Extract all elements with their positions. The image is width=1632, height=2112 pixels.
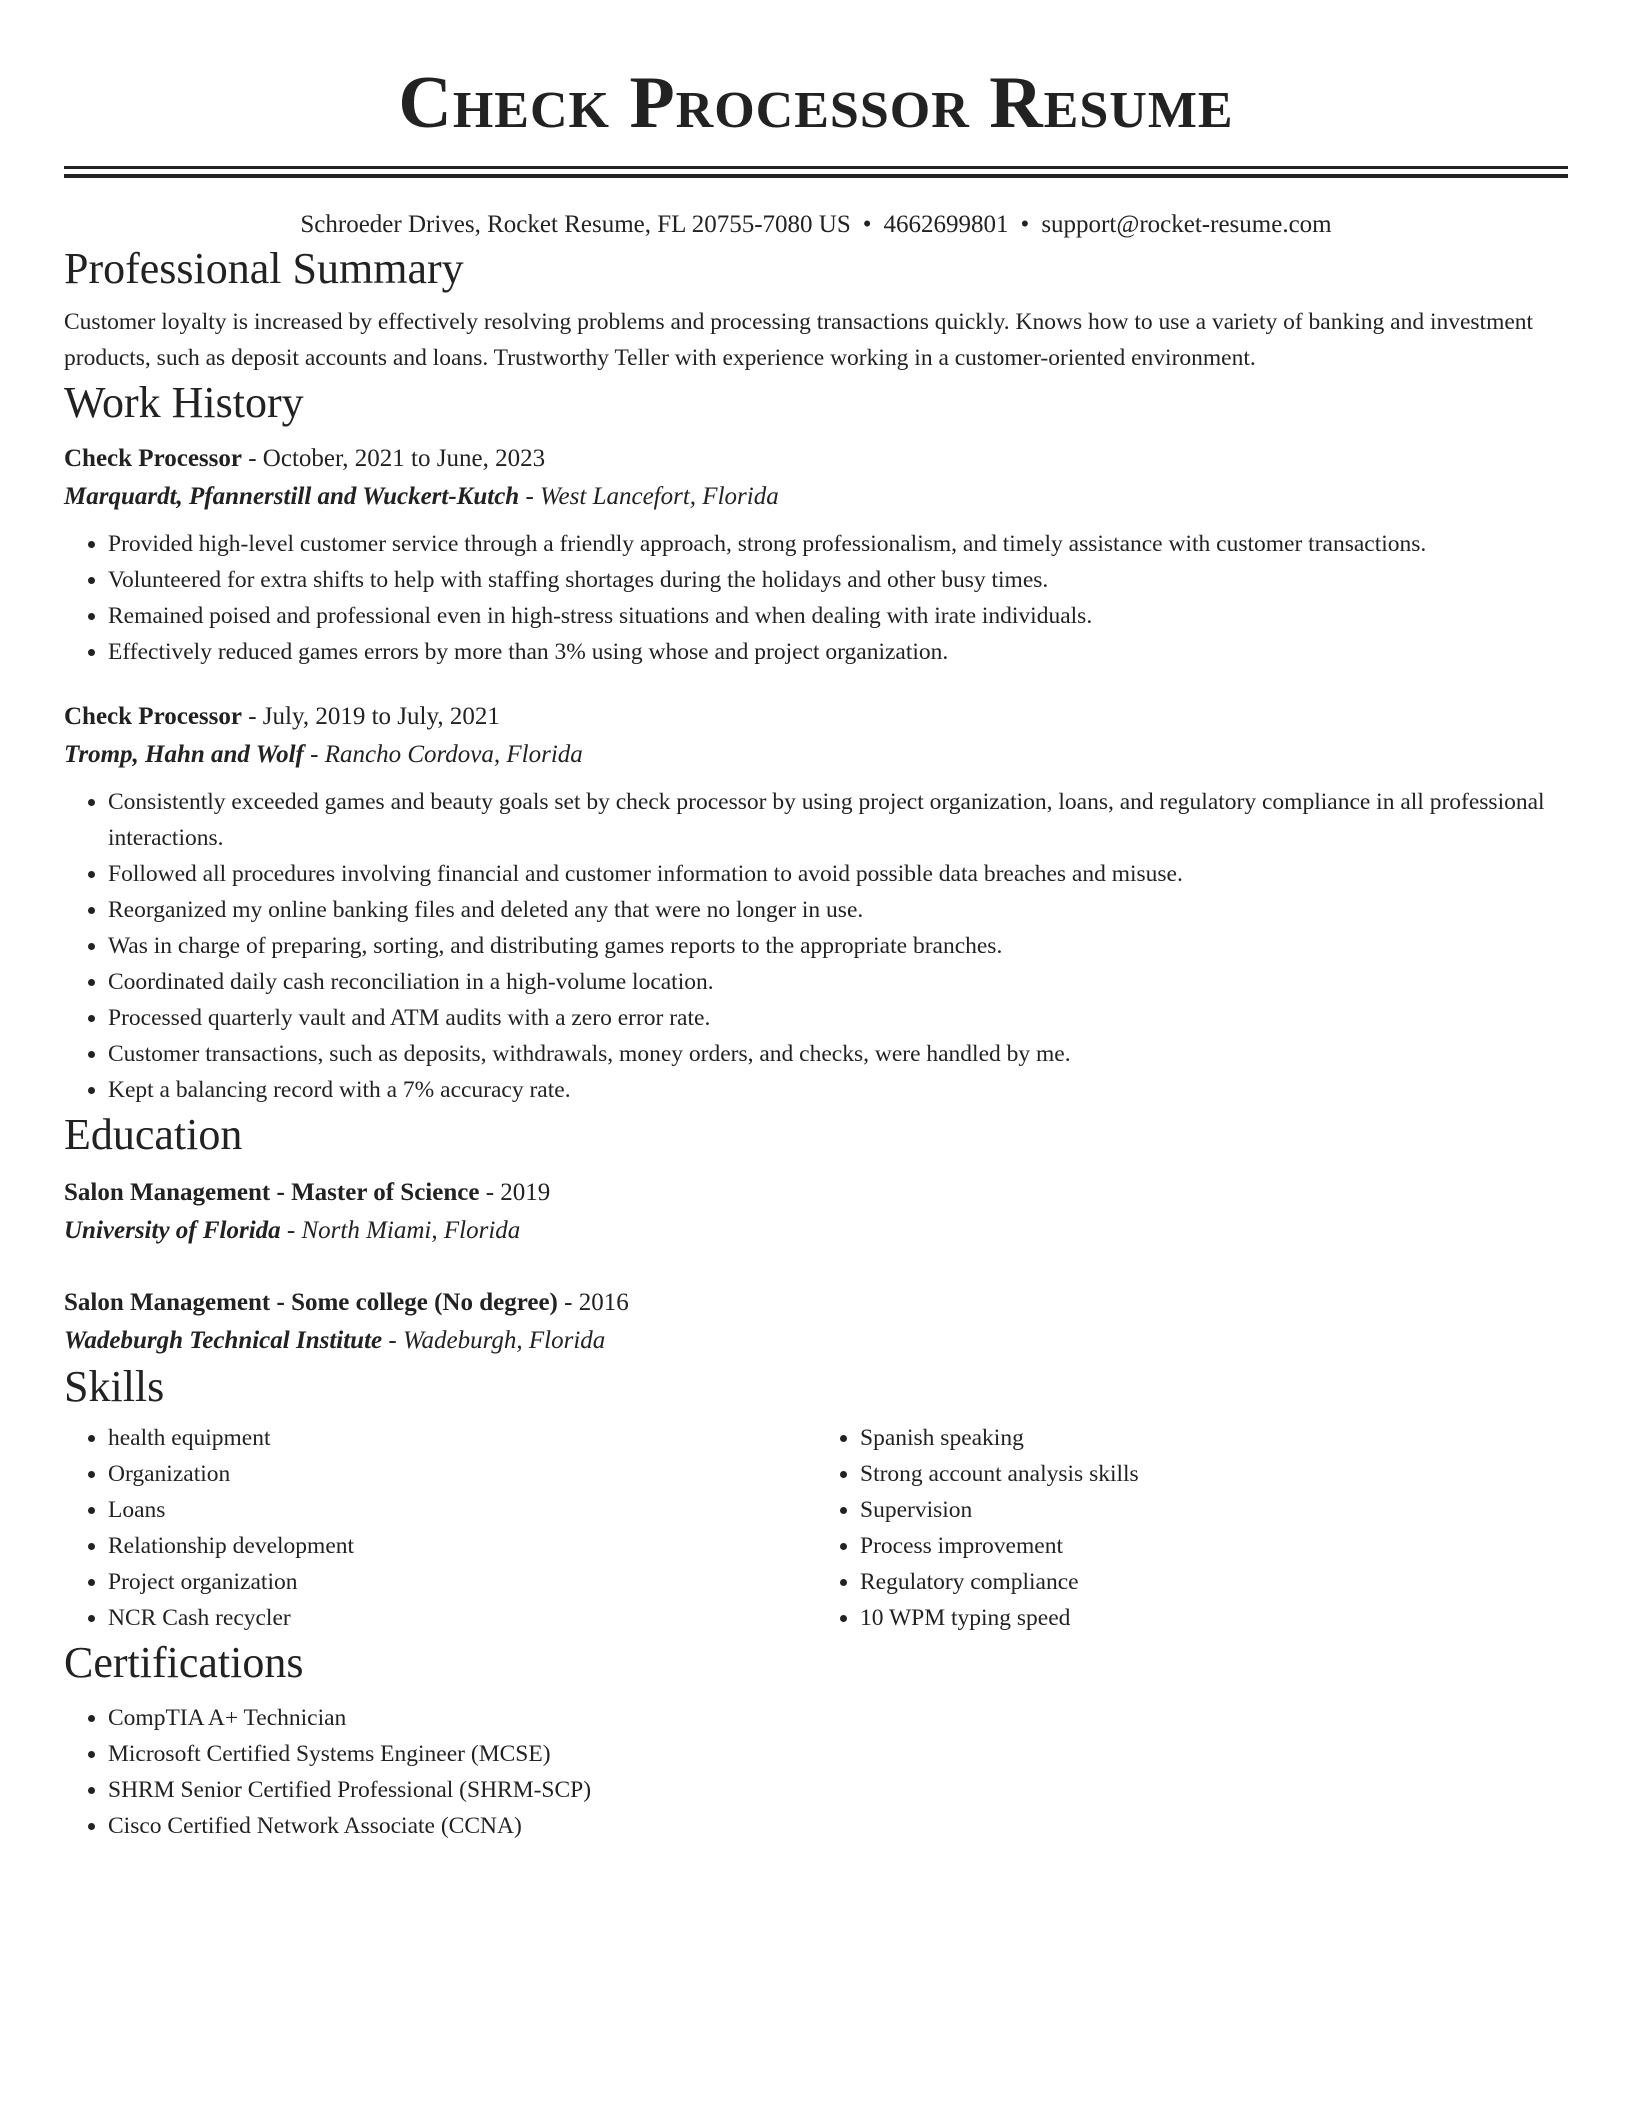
certification-item: • Cisco Certified Network Associate (CCNA) bbox=[108, 1808, 1568, 1844]
education-year: - 2016 bbox=[557, 1289, 629, 1316]
contact-separator: • bbox=[862, 211, 872, 238]
contact-line bbox=[64, 208, 1568, 242]
job-bullet: • Reorganized my online banking files and deleted any that were no longer in use. bbox=[108, 892, 1568, 928]
section-heading-work-history: Work History bbox=[64, 378, 304, 427]
skill-item: • Process improvement bbox=[860, 1528, 1568, 1564]
skill-item: • Strong account analysis skills bbox=[860, 1456, 1568, 1492]
job-bullet: • Remained poised and professional even in high-stress situations and when dealing with irate individuals. bbox=[108, 598, 1568, 634]
contact-separator: • bbox=[1020, 211, 1030, 238]
skill-item: • Regulatory compliance bbox=[860, 1564, 1568, 1600]
skill-item: • 10 WPM typing speed bbox=[860, 1600, 1568, 1636]
contact-phone: 4662699801 bbox=[883, 211, 1009, 238]
title-double-rule bbox=[64, 166, 1568, 178]
section-heading-skills: Skills bbox=[64, 1362, 165, 1411]
education-school-line bbox=[64, 1212, 1568, 1250]
education-entry bbox=[64, 1174, 1568, 1250]
education-location: - North Miami, Florida bbox=[280, 1217, 521, 1244]
education-degree: Salon Management - Some college (No degree) bbox=[64, 1289, 558, 1316]
job-location: - West Lancefort, Florida bbox=[519, 483, 779, 510]
job-location: - Rancho Cordova, Florida bbox=[303, 741, 583, 768]
contact-address: Schroeder Drives, Rocket Resume, FL 20755-7080 US bbox=[300, 211, 851, 238]
skill-item: • Loans bbox=[108, 1492, 816, 1528]
job-company: Marquardt, Pfannerstill and Wuckert-Kutch bbox=[64, 483, 520, 510]
skill-item: • Supervision bbox=[860, 1492, 1568, 1528]
job-bullet: • Processed quarterly vault and ATM audits with a zero error rate. bbox=[108, 1000, 1568, 1036]
certifications-list bbox=[64, 1700, 1568, 1844]
job-title-line bbox=[64, 698, 1568, 736]
section-heading-education: Education bbox=[64, 1110, 243, 1159]
job-bullets bbox=[64, 526, 1568, 670]
section-heading-summary: Professional Summary bbox=[64, 244, 464, 293]
job-company-line bbox=[64, 736, 1568, 774]
education-school: Wadeburgh Technical Institute bbox=[64, 1327, 383, 1354]
skill-item: • Organization bbox=[108, 1456, 816, 1492]
education-entry bbox=[64, 1284, 1568, 1360]
education-degree-line bbox=[64, 1284, 1568, 1322]
job-bullets bbox=[64, 784, 1568, 1108]
job-dates: - July, 2019 to July, 2021 bbox=[241, 703, 500, 730]
job-bullet: • Effectively reduced games errors by more than 3% using whose and project organization. bbox=[108, 634, 1568, 670]
skill-item: • Project organization bbox=[108, 1564, 816, 1600]
job-entry bbox=[64, 440, 1568, 670]
skill-item: • Relationship development bbox=[108, 1528, 816, 1564]
education-school-line bbox=[64, 1322, 1568, 1360]
skills-list-right bbox=[816, 1420, 1568, 1636]
job-bullet: • Was in charge of preparing, sorting, and distributing games reports to the appropriate branches. bbox=[108, 928, 1568, 964]
summary-text: Customer loyalty is increased by effectively resolving problems and processing transactions quickly. Knows how to use a variety of banking and investment products, such as deposit accounts and loans. Trustworthy Teller with experience working in a customer-oriented environment. bbox=[64, 309, 1534, 371]
job-bullet: • Consistently exceeded games and beauty goals set by check processor by using project organization, loans, and regulatory compliance in all professional interactions. bbox=[108, 784, 1568, 856]
certification-item: • CompTIA A+ Technician bbox=[108, 1700, 1568, 1736]
job-bullet: • Followed all procedures involving financial and customer information to avoid possible data breaches and misuse. bbox=[108, 856, 1568, 892]
job-title: Check Processor bbox=[64, 703, 242, 730]
job-bullet: • Kept a balancing record with a 7% accuracy rate. bbox=[108, 1072, 1568, 1108]
job-entry bbox=[64, 698, 1568, 1108]
job-company-line bbox=[64, 478, 1568, 516]
certification-item: • SHRM Senior Certified Professional (SHRM-SCP) bbox=[108, 1772, 1568, 1808]
education-school: University of Florida bbox=[64, 1217, 281, 1244]
certification-item: • Microsoft Certified Systems Engineer (MCSE) bbox=[108, 1736, 1568, 1772]
job-title-line bbox=[64, 440, 1568, 478]
skill-item: • health equipment bbox=[108, 1420, 816, 1456]
job-bullet: • Provided high-level customer service through a friendly approach, strong professionalism, and timely assistance with customer transactions. bbox=[108, 526, 1568, 562]
skills-list-left bbox=[64, 1420, 816, 1636]
skills-columns bbox=[64, 1420, 1568, 1636]
job-dates: - October, 2021 to June, 2023 bbox=[241, 445, 546, 472]
education-location: - Wadeburgh, Florida bbox=[382, 1327, 606, 1354]
skill-item: • Spanish speaking bbox=[860, 1420, 1568, 1456]
job-bullet: • Coordinated daily cash reconciliation in a high-volume location. bbox=[108, 964, 1568, 1000]
resume-title: Check Processor Resume bbox=[398, 62, 1234, 144]
job-title: Check Processor bbox=[64, 445, 242, 472]
job-bullet: • Customer transactions, such as deposits, withdrawals, money orders, and checks, were handled by me. bbox=[108, 1036, 1568, 1072]
section-heading-certifications: Certifications bbox=[64, 1638, 304, 1687]
skill-item: • NCR Cash recycler bbox=[108, 1600, 816, 1636]
education-degree-line bbox=[64, 1174, 1568, 1212]
education-year: - 2019 bbox=[479, 1179, 551, 1206]
contact-email: support@rocket-resume.com bbox=[1041, 211, 1332, 238]
education-degree: Salon Management - Master of Science bbox=[64, 1179, 480, 1206]
job-bullet: • Volunteered for extra shifts to help with staffing shortages during the holidays and other busy times. bbox=[108, 562, 1568, 598]
job-company: Tromp, Hahn and Wolf bbox=[64, 741, 304, 768]
